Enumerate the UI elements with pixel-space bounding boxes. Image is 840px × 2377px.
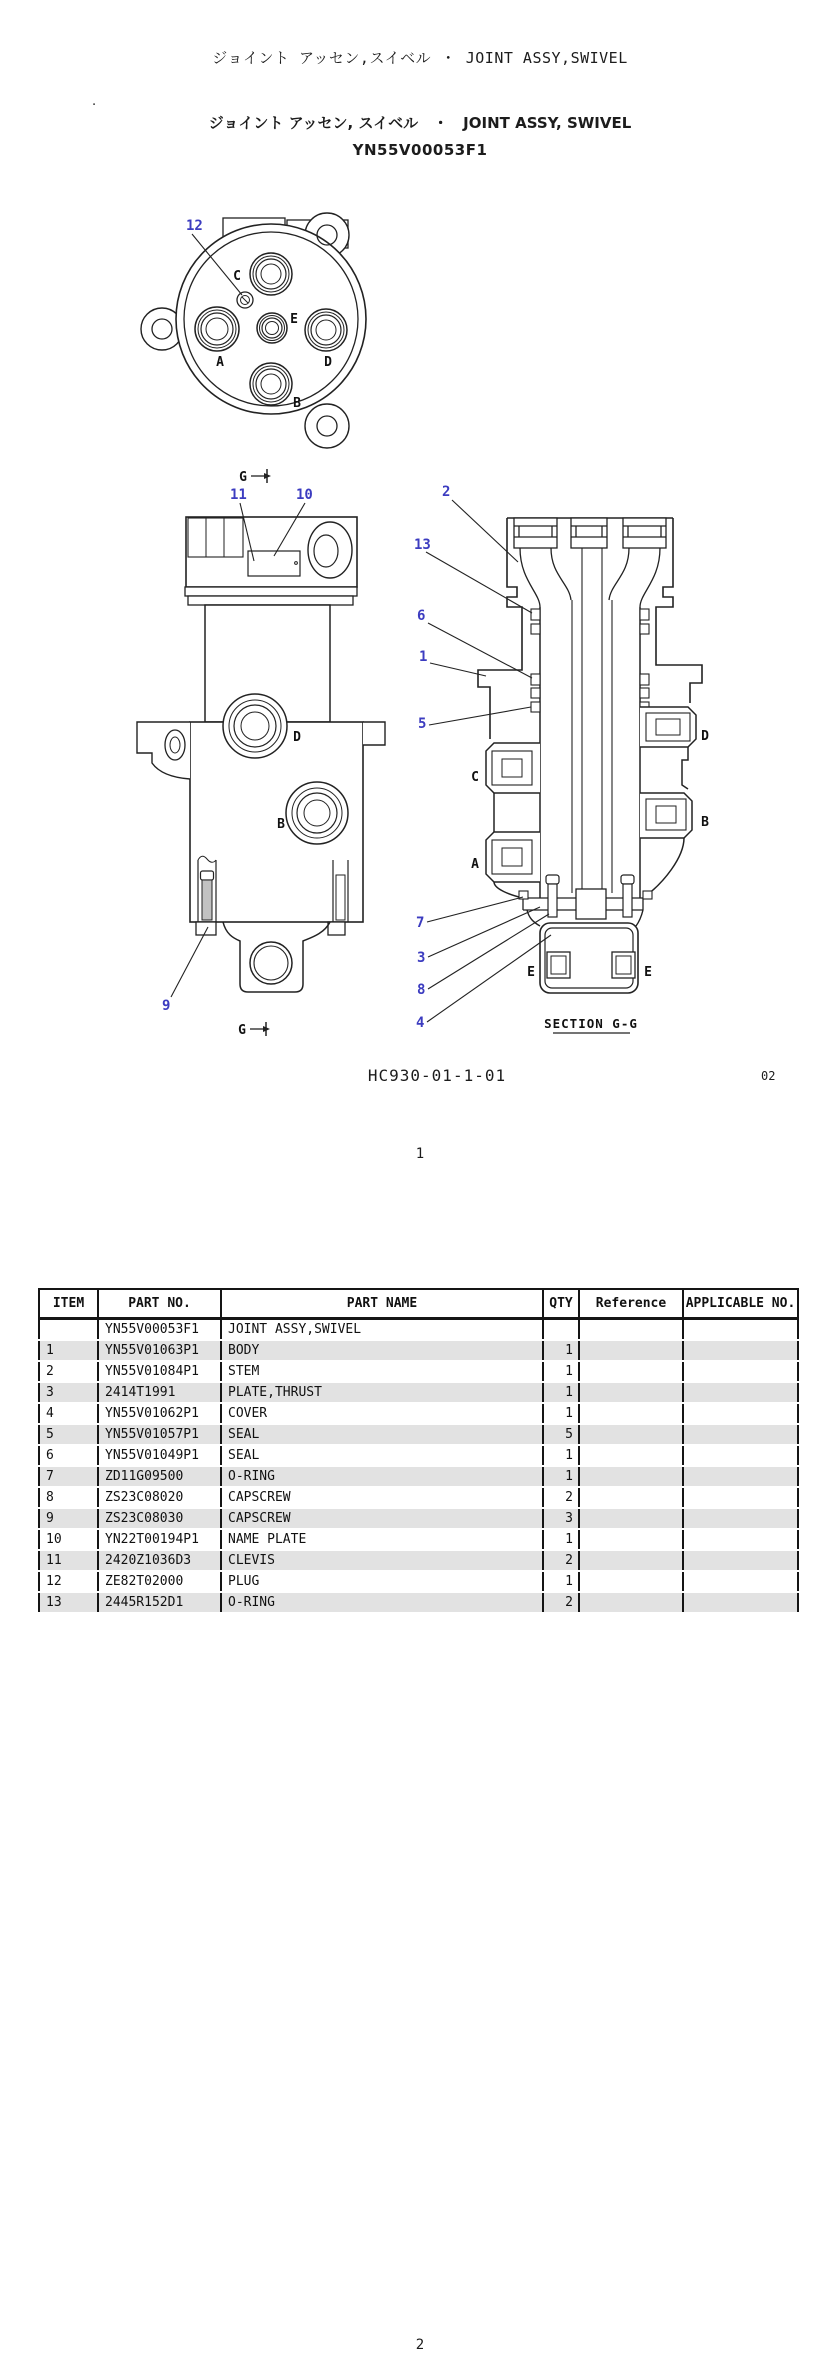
cell-item: 8 (39, 1487, 98, 1508)
cell-applicable-no (683, 1403, 798, 1424)
col-header-qty: QTY (543, 1289, 579, 1319)
cell-part-no: 2445R152D1 (98, 1592, 221, 1613)
cell-reference (579, 1319, 683, 1341)
port-label-e-right: E (644, 965, 652, 980)
cell-part-no: 2420Z1036D3 (98, 1550, 221, 1571)
stem-tubes (514, 518, 666, 548)
table-row (39, 1445, 798, 1466)
side-view (137, 469, 385, 1036)
callout-label-11: 11 (230, 487, 247, 503)
cell-part-name: JOINT ASSY,SWIVEL (221, 1319, 543, 1341)
port-label-e-top: E (290, 312, 298, 327)
table-row (39, 1529, 798, 1550)
table-header-row (39, 1289, 798, 1319)
page-number-1: 1 (415, 1146, 425, 1162)
callout-label-6: 6 (417, 608, 426, 624)
cell-part-no: YN55V01049P1 (98, 1445, 221, 1466)
table-row (39, 1571, 798, 1592)
cell-qty (543, 1319, 579, 1341)
port-e-top (257, 313, 287, 343)
cell-part-no: YN22T00194P1 (98, 1529, 221, 1550)
cell-qty: 2 (543, 1592, 579, 1613)
cell-part-name: PLATE,THRUST (221, 1382, 543, 1403)
col-header-item: ITEM (39, 1289, 98, 1319)
port-b-top (250, 363, 292, 405)
cell-item: 5 (39, 1424, 98, 1445)
parts-table (38, 1288, 799, 1614)
col-header-part-name: PART NAME (221, 1289, 543, 1319)
cell-part-name: CLEVIS (221, 1550, 543, 1571)
cell-part-no: ZD11G09500 (98, 1466, 221, 1487)
page-number-2: 2 (415, 2337, 425, 2353)
cell-item: 3 (39, 1382, 98, 1403)
cell-qty: 1 (543, 1571, 579, 1592)
table-row (39, 1361, 798, 1382)
cell-reference (579, 1340, 683, 1361)
cell-part-name: STEM (221, 1361, 543, 1382)
cell-item: 7 (39, 1466, 98, 1487)
callout-label-1: 1 (419, 649, 428, 665)
callout-label-10: 10 (296, 487, 313, 503)
table-row (39, 1424, 798, 1445)
stray-mark: . (92, 94, 97, 109)
cell-reference (579, 1445, 683, 1466)
cell-part-name: PLUG (221, 1571, 543, 1592)
cell-qty: 2 (543, 1487, 579, 1508)
cell-item: 11 (39, 1550, 98, 1571)
cell-item: 12 (39, 1571, 98, 1592)
port-label-e-left: E (527, 965, 535, 980)
cell-reference (579, 1592, 683, 1613)
cell-applicable-no (683, 1319, 798, 1341)
cell-reference (579, 1508, 683, 1529)
table-row (39, 1340, 798, 1361)
cell-reference (579, 1571, 683, 1592)
cell-applicable-no (683, 1550, 798, 1571)
cell-part-name: SEAL (221, 1424, 543, 1445)
port-label-d-side: D (293, 730, 301, 745)
cell-reference (579, 1382, 683, 1403)
callout-label-12: 12 (186, 218, 203, 234)
table-row (39, 1382, 798, 1403)
cell-qty: 1 (543, 1529, 579, 1550)
cell-qty: 3 (543, 1508, 579, 1529)
callout-label-4: 4 (416, 1015, 425, 1031)
port-b-side (286, 782, 348, 844)
table-row (39, 1403, 798, 1424)
port-b-section (640, 793, 692, 838)
callout-label-3: 3 (417, 950, 426, 966)
cell-qty: 2 (543, 1550, 579, 1571)
callout-label-7: 7 (416, 915, 425, 931)
table-row (39, 1550, 798, 1571)
cell-reference (579, 1487, 683, 1508)
col-header-part-no: PART NO. (98, 1289, 221, 1319)
cell-reference (579, 1424, 683, 1445)
clevis (223, 922, 330, 992)
cell-part-no: YN55V01084P1 (98, 1361, 221, 1382)
cell-part-no: YN55V01063P1 (98, 1340, 221, 1361)
callout-label-9: 9 (162, 998, 171, 1014)
cell-reference (579, 1361, 683, 1382)
cell-item (39, 1319, 98, 1341)
port-label-a-section: A (471, 857, 479, 872)
cell-part-no: ZS23C08030 (98, 1508, 221, 1529)
cell-part-name: O-RING (221, 1592, 543, 1613)
cell-item: 6 (39, 1445, 98, 1466)
cell-reference (579, 1529, 683, 1550)
cell-qty: 1 (543, 1340, 579, 1361)
port-d-top (305, 309, 347, 351)
assembly-drawing (90, 185, 730, 1045)
stem-end-nut (576, 889, 606, 919)
cell-part-no: YN55V00053F1 (98, 1319, 221, 1341)
assembly-part-code: YN55V00053F1 (352, 141, 488, 159)
port-label-b-side: B (277, 817, 285, 832)
cell-part-name: NAME PLATE (221, 1529, 543, 1550)
drawing-code: HC930-01-1-01 (367, 1066, 507, 1085)
col-header-applicable-no: APPLICABLE NO. (683, 1289, 798, 1319)
cell-reference (579, 1403, 683, 1424)
cell-part-name: COVER (221, 1403, 543, 1424)
cell-applicable-no (683, 1592, 798, 1613)
table-row (39, 1592, 798, 1613)
assembly-title: ジョイント アッセン, スイベル ・ JOINT ASSY, SWIVEL (208, 114, 632, 132)
col-header-reference: Reference (579, 1289, 683, 1319)
callout-label-2: 2 (442, 484, 451, 500)
cell-qty: 1 (543, 1403, 579, 1424)
section-view (426, 500, 702, 1033)
revision-number: 02 (761, 1069, 776, 1083)
cell-part-no: YN55V01057P1 (98, 1424, 221, 1445)
cell-part-name: CAPSCREW (221, 1508, 543, 1529)
cell-item: 13 (39, 1592, 98, 1613)
cell-item: 2 (39, 1361, 98, 1382)
top-view (141, 213, 366, 448)
cell-qty: 1 (543, 1445, 579, 1466)
port-d-side (223, 694, 287, 758)
cell-applicable-no (683, 1571, 798, 1592)
cell-part-no: 2414T1991 (98, 1382, 221, 1403)
cell-part-name: SEAL (221, 1445, 543, 1466)
table-row (39, 1487, 798, 1508)
cell-item: 10 (39, 1529, 98, 1550)
cell-applicable-no (683, 1382, 798, 1403)
cell-applicable-no (683, 1487, 798, 1508)
port-label-b-section: B (701, 815, 709, 830)
cell-item: 9 (39, 1508, 98, 1529)
cell-applicable-no (683, 1508, 798, 1529)
table-row (39, 1508, 798, 1529)
cell-part-no: ZE82T02000 (98, 1571, 221, 1592)
cell-part-no: ZS23C08020 (98, 1487, 221, 1508)
callout-label-13: 13 (414, 537, 431, 553)
cell-applicable-no (683, 1529, 798, 1550)
cell-reference (579, 1550, 683, 1571)
callout-label-8: 8 (417, 982, 426, 998)
view-arrow-label-top: G (239, 470, 247, 485)
cell-part-name: O-RING (221, 1466, 543, 1487)
cell-item: 4 (39, 1403, 98, 1424)
table-row (39, 1466, 798, 1487)
cell-reference (579, 1466, 683, 1487)
seal-rings (531, 609, 649, 712)
cell-part-no: YN55V01062P1 (98, 1403, 221, 1424)
port-label-d-section: D (701, 729, 709, 744)
port-label-a-top: A (216, 355, 224, 370)
cell-applicable-no (683, 1466, 798, 1487)
cell-qty: 1 (543, 1382, 579, 1403)
cell-qty: 5 (543, 1424, 579, 1445)
port-label-d-top: D (324, 355, 332, 370)
table-row (39, 1319, 798, 1341)
port-label-c-section: C (471, 770, 479, 785)
cell-item: 1 (39, 1340, 98, 1361)
port-label-b-top: B (293, 396, 301, 411)
port-c-top (250, 253, 292, 295)
cell-part-name: BODY (221, 1340, 543, 1361)
section-label: SECTION G-G (544, 1016, 638, 1031)
cell-qty: 1 (543, 1361, 579, 1382)
page-title: ジョイント アッセン,スイベル ・ JOINT ASSY,SWIVEL (212, 49, 628, 67)
cell-applicable-no (683, 1445, 798, 1466)
cell-qty: 1 (543, 1466, 579, 1487)
cell-applicable-no (683, 1361, 798, 1382)
cell-applicable-no (683, 1424, 798, 1445)
plug-hole (237, 292, 253, 308)
leader-9 (171, 927, 208, 997)
cell-part-name: CAPSCREW (221, 1487, 543, 1508)
cell-applicable-no (683, 1340, 798, 1361)
view-arrow-label-bottom: G (238, 1023, 246, 1038)
o-ring-right (643, 891, 652, 899)
port-a-top (195, 307, 239, 351)
callout-label-5: 5 (418, 716, 427, 732)
port-label-c-top: C (233, 269, 241, 284)
